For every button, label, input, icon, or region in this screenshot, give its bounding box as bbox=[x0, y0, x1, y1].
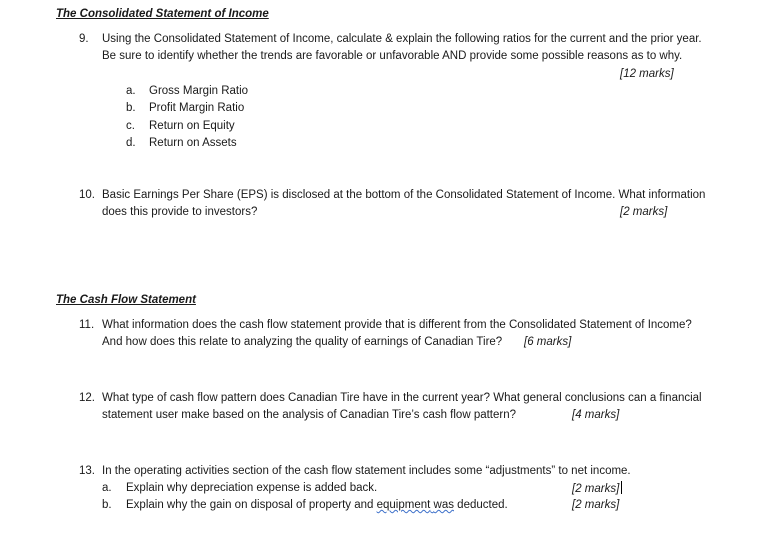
question-11-line-2: And how does this relate to analyzing the quality of earnings of Canadian Tire? bbox=[102, 336, 503, 348]
question-10-number: 10. bbox=[79, 189, 95, 201]
question-13-number: 13. bbox=[79, 465, 95, 477]
question-10-line-1: Basic Earnings Per Share (EPS) is disclosed at the bottom of the Consolidated Statement of Income. What information bbox=[102, 189, 706, 201]
list-item-letter: b. bbox=[126, 102, 136, 114]
grammar-flag[interactable]: equipment bbox=[376, 499, 431, 511]
question-9-line-1: Using the Consolidated Statement of Income, calculate & explain the following ratios for the current and the prior year. bbox=[102, 33, 702, 45]
list-item-letter: d. bbox=[126, 137, 136, 149]
question-13-b-letter: b. bbox=[102, 499, 112, 511]
question-12-marks: [4 marks] bbox=[572, 409, 620, 421]
question-11-line-1: What information does the cash flow statement provide that is different from the Consolidated Statement of Income? bbox=[102, 319, 692, 331]
question-9-number: 9. bbox=[79, 33, 89, 45]
grammar-flag[interactable]: was bbox=[433, 499, 454, 511]
section-heading-income: The Consolidated Statement of Income bbox=[56, 8, 269, 20]
question-12-number: 12. bbox=[79, 392, 95, 404]
question-12-line-2: statement user make based on the analysis of Canadian Tire’s cash flow pattern? bbox=[102, 409, 517, 421]
question-13-a-letter: a. bbox=[102, 482, 112, 494]
question-10-marks: [2 marks] bbox=[620, 206, 668, 218]
question-9-marks: [12 marks] bbox=[620, 68, 674, 80]
list-item: Return on Equity bbox=[149, 120, 235, 132]
question-9-line-2: Be sure to identify whether the trends are favorable or unfavorable AND provide some possible reasons as to why. bbox=[102, 50, 683, 62]
list-item: Return on Assets bbox=[149, 137, 237, 149]
question-10-line-2: does this provide to investors? bbox=[102, 206, 258, 218]
question-11-marks: [6 marks] bbox=[524, 336, 572, 348]
text-cursor bbox=[621, 481, 622, 494]
question-13-b-marks: [2 marks] bbox=[572, 499, 620, 511]
question-12-line-1: What type of cash flow pattern does Canadian Tire have in the current year? What general conclusions can a financial bbox=[102, 392, 702, 404]
section-heading-cash-flow: The Cash Flow Statement bbox=[56, 294, 196, 306]
list-item: Profit Margin Ratio bbox=[149, 102, 245, 114]
question-13-line-1: In the operating activities section of the cash flow statement includes some “adjustments” to net income. bbox=[102, 465, 631, 477]
list-item-letter: c. bbox=[126, 120, 135, 132]
question-13-a-text: Explain why depreciation expense is added back. bbox=[126, 482, 378, 494]
question-13-a-marks: [2 marks] bbox=[572, 481, 622, 496]
question-11-number: 11. bbox=[79, 319, 95, 331]
list-item-letter: a. bbox=[126, 85, 136, 97]
question-13-b-text: Explain why the gain on disposal of property and equipment was deducted. bbox=[126, 499, 508, 511]
list-item: Gross Margin Ratio bbox=[149, 85, 249, 97]
